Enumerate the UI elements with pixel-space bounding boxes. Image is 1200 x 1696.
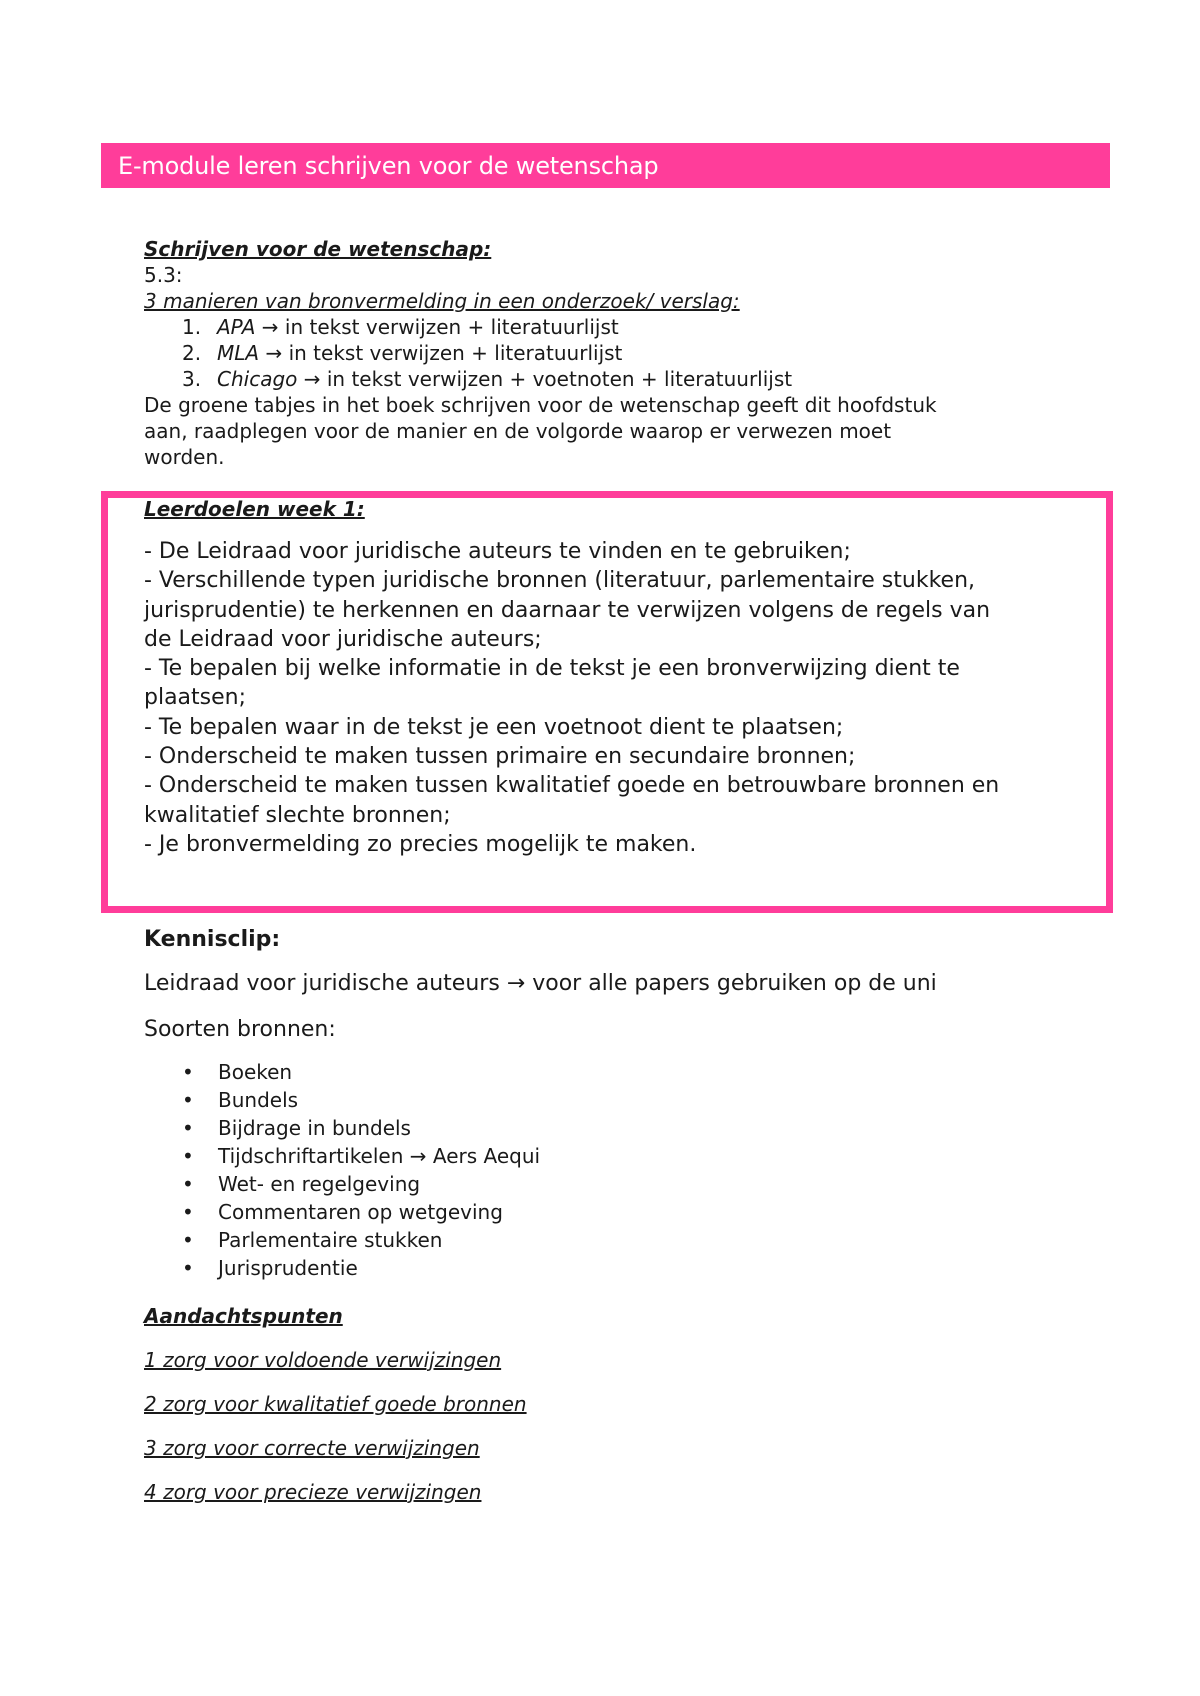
point-item: 1 zorg voor voldoende verwijzingen <box>144 1348 502 1372</box>
list-item: • Commentaren op wetgeving <box>182 1200 503 1224</box>
goal-line: - De Leidraad voor juridische auteurs te vinden en te gebruiken; <box>144 539 851 564</box>
bullet-icon: • <box>182 1172 194 1196</box>
goal-line: de Leidraad voor juridische auteurs; <box>144 626 542 652</box>
point-item: 4 zorg voor precieze verwijzingen <box>144 1480 482 1504</box>
arrow-icon: → <box>409 1144 427 1168</box>
kennisclip-title: Kennisclip: <box>144 927 281 952</box>
kennisclip-section <box>144 925 1074 1061</box>
arrow-icon: → <box>506 971 526 996</box>
section-number: 5.3: <box>144 263 183 287</box>
point-item: 2 zorg voor kwalitatief goede bronnen <box>144 1392 527 1416</box>
point-item: 3 zorg voor correcte verwijzingen <box>144 1436 480 1460</box>
bullet-icon: • <box>182 1256 194 1280</box>
arrow-icon: → <box>303 367 321 391</box>
citation-methods-list <box>144 314 1074 392</box>
bullet-icon: • <box>182 1200 194 1224</box>
goal-line: - Te bepalen bij welke informatie in de tekst je een bronverwijzing dient te <box>144 656 960 682</box>
goal-line: - Onderscheid te maken tussen primaire en secundaire bronnen; <box>144 744 856 770</box>
learning-goals <box>144 496 1074 859</box>
kennisclip-line: Leidraad voor juridische auteurs → voor alle papers gebruiken op de uni <box>144 971 937 996</box>
list-item: • Tijdschriftartikelen → Aers Aequi <box>182 1144 541 1168</box>
module-title: E-module leren schrijven voor de wetenschap <box>118 151 659 180</box>
goal-line: - Je bronvermelding zo precies mogelijk te maken. <box>144 831 697 857</box>
list-item: 2. MLA → in tekst verwijzen + literatuurlijst <box>182 341 623 365</box>
list-item: 1. APA → in tekst verwijzen + literatuurlijst <box>182 315 619 339</box>
list-item: • Boeken <box>182 1060 293 1084</box>
sources-list <box>144 1058 540 1282</box>
goal-line: - Onderscheid te maken tussen kwalitatief goede en betrouwbare bronnen en <box>144 773 1000 799</box>
goal-line: - Te bepalen waar in de tekst je een voetnoot dient te plaatsen; <box>144 714 844 740</box>
section-schrijven <box>144 236 1074 470</box>
module-title-banner <box>101 143 1110 188</box>
list-item: • Parlementaire stukken <box>182 1228 443 1252</box>
list-item: • Bundels <box>182 1088 299 1112</box>
goal-line: jurisprudentie) te herkennen en daarnaar te verwijzen volgens de regels van <box>144 597 991 623</box>
list-item: 3. Chicago → in tekst verwijzen + voetnoten + literatuurlijst <box>182 367 793 391</box>
points-heading: Aandachtspunten <box>144 1304 343 1328</box>
bullet-icon: • <box>182 1060 194 1084</box>
paragraph: De groene tabjes in het boek schrijven voor de wetenschap geeft dit hoofdstuk aan, raadplegen voor de manier en de volgorde waarop er verwezen moet worden. <box>144 393 937 469</box>
list-item: • Bijdrage in bundels <box>182 1116 411 1140</box>
sources-label: Soorten bronnen: <box>144 1017 336 1042</box>
list-item: • Wet- en regelgeving <box>182 1172 421 1196</box>
goal-line: plaatsen; <box>144 685 247 711</box>
arrow-icon: → <box>261 315 279 339</box>
arrow-icon: → <box>265 341 283 365</box>
bullet-icon: • <box>182 1144 194 1168</box>
bullet-icon: • <box>182 1088 194 1112</box>
goal-line: - Verschillende typen juridische bronnen (literatuur, parlementaire stukken, <box>144 568 976 594</box>
section-subheading: 3 manieren van bronvermelding in een onderzoek/ verslag: <box>144 289 740 313</box>
goal-line: kwalitatief slechte bronnen; <box>144 802 451 828</box>
goals-heading: Leerdoelen week 1: <box>144 497 365 521</box>
section-heading: Schrijven voor de wetenschap: <box>144 237 492 261</box>
bullet-icon: • <box>182 1228 194 1252</box>
bullet-icon: • <box>182 1116 194 1140</box>
list-item: • Jurisprudentie <box>182 1256 358 1280</box>
aandachtspunten-section <box>144 1302 1074 1522</box>
